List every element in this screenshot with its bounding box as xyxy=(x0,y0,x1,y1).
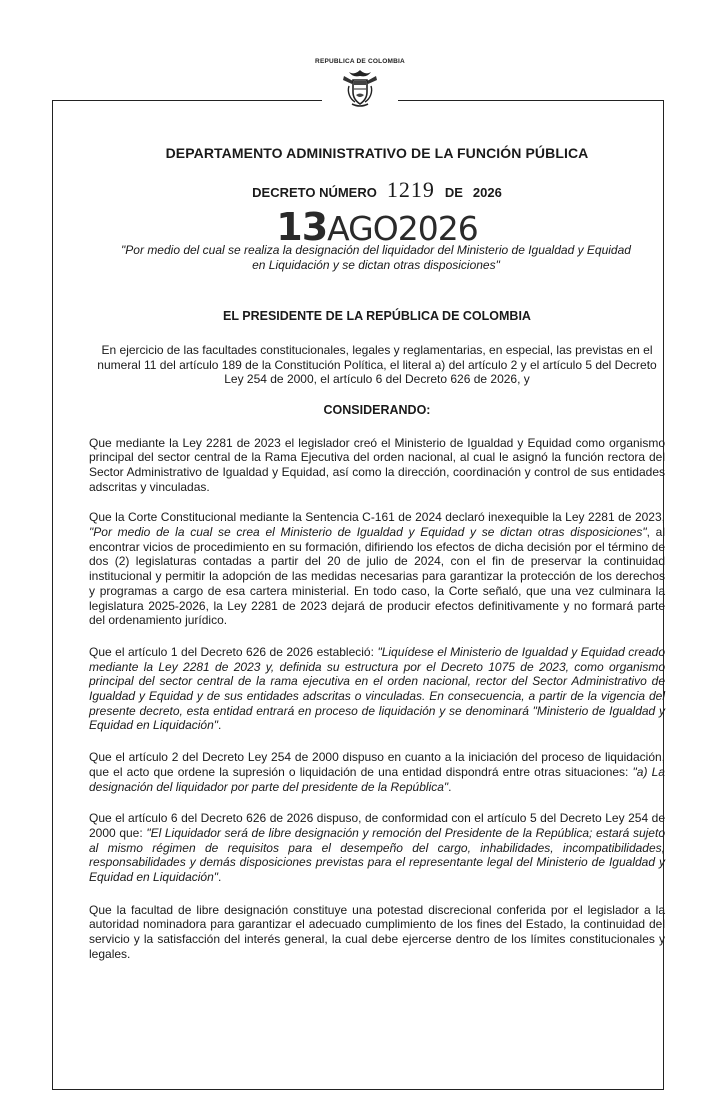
p4-quote: "a) La designación del liquidador por parte del presidente de la República" xyxy=(89,764,665,794)
document-body xyxy=(89,145,665,962)
considerando-heading: CONSIDERANDO: xyxy=(323,402,431,417)
p5-quote: "El Liquidador será de libre designación y remoción del Presidente de la República; estará sujeto al mismo régimen de requisitos para el desempeño del cargo, inhabilidades, incompatibilidades, responsabilidades y demás disposiciones previstas para el representante legal del Ministerio de Igualdad y Equidad en Liquidación" xyxy=(89,825,665,885)
de-label: DE xyxy=(444,185,463,200)
p2-text-a: Que la Corte Constitucional mediante la Sentencia C-161 de 2024 declaró inexequible la Ley 2281 de 2023, xyxy=(89,510,665,525)
stamp-day: 13 xyxy=(276,205,328,249)
stamp-year: 2026 xyxy=(397,209,478,248)
colombia-coat-of-arms-icon xyxy=(340,68,380,108)
stamp-month: AGO xyxy=(327,209,398,248)
p5-text-c: . xyxy=(218,870,222,885)
decree-label: DECRETO NÚMERO xyxy=(252,185,377,200)
decree-number-line xyxy=(89,177,665,203)
decree-epigraph: "Por medio del cual se realiza la designación del liquidador del Ministerio de Igualdad y Equidad en Liquidación y se dictan otras disposiciones" xyxy=(121,243,631,272)
considerando-paragraph-1: Que mediante la Ley 2281 de 2023 el legislador creó el Ministerio de Igualdad y Equidad como organismo principal del sector central de la Rama Ejecutiva del orden nacional, al cual le asignó la función rectora del Sector Administrativo de Igualdad y Equidad, así como la dirección, coordinación y control de sus entidades adscritas y vinculadas. xyxy=(89,435,665,494)
p2-quote: "Por medio de la cual se crea el Ministerio de Igualdad y Equidad y se dictan otras disposiciones" xyxy=(89,525,647,540)
considerando-paragraph-5 xyxy=(89,811,665,885)
considerando-paragraph-2 xyxy=(89,510,665,628)
p4-text-c: . xyxy=(448,779,452,794)
decree-year: 2026 xyxy=(472,185,502,200)
p3-text-a: Que el artículo 1 del Decreto 626 de 2026 estableció: xyxy=(89,644,378,659)
president-heading: EL PRESIDENTE DE LA REPÚBLICA DE COLOMBIA xyxy=(223,309,531,323)
p4-text-a: Que el artículo 2 del Decreto Ley 254 de 2000 dispuso en cuanto a la iniciación del proceso de liquidación, que el acto que ordene la supresión o liquidación de una entidad dispondrá entre otras situaciones: xyxy=(89,750,665,779)
considerando-paragraph-6: Que la facultad de libre designación constituye una potestad discrecional conferida por el legislador a la autoridad nominadora para garantizar el adecuado cumplimiento de los fines del Estado, la continuidad del servicio y la satisfacción del interés general, la cual debe ejercerse dentro de los límites constitucionales y legales. xyxy=(89,902,665,961)
document-header xyxy=(0,58,720,108)
p5-text-a: Que el artículo 6 del Decreto 626 de 2026 dispuso, de conformidad con el artículo 5 del Decreto Ley 254 de 2000 que: xyxy=(89,811,665,840)
faculties-paragraph: En ejercicio de las facultades constitucionales, legales y reglamentarias, en especial, las previstas en el numeral 11 del artículo 189 de la Constitución Política, el literal a) del artículo 2 y el artículo 5 del Decreto Ley 254 de 2000, el artículo 6 del Decreto 626 de 2026, y xyxy=(97,343,657,386)
decree-number: 1219 xyxy=(386,177,435,202)
department-title: DEPARTAMENTO ADMINISTRATIVO DE LA FUNCIÓN PÚBLICA xyxy=(165,145,589,161)
considerando-paragraph-3 xyxy=(89,645,665,733)
considerando-paragraph-4 xyxy=(89,750,665,794)
p2-text-c: , al encontrar vicios de procedimiento en su formación, difiriendo los efectos de dicha decisión por el término de dos (2) legislaturas contadas a partir del 20 de julio de 2024, con el fin de preservar la continuidad institucional y permitir la adopción de las medidas necesarias para garantizar la protección de los derechos y programas a cargo de esa cartera ministerial. En todo caso, la Corte señaló, que una vez culminara la legislatura 2025-2026, la Ley 2281 de 2023 dejará de producir efectos definitivamente y no formará parte del ordenamiento jurídico. xyxy=(89,525,665,628)
republica-label: REPUBLICA DE COLOMBIA xyxy=(315,58,405,65)
p3-quote: "Liquídese el Ministerio de Igualdad y Equidad creado mediante la Ley 2281 de 2023 y, definida su estructura por el Decreto 1075 de 2023, como organismo principal del sector central de la rama ejecutiva en el orden nacional, rector del Sector Administrativo de Igualdad y Equidad y de sus entidades adscritas o vinculadas. En consecuencia, a partir de la vigencia del presente decreto, esta entidad entrará en proceso de liquidación y se denominará "Ministerio de Igualdad y Equidad en Liquidación" xyxy=(89,644,665,733)
p3-text-c: . xyxy=(218,718,222,733)
